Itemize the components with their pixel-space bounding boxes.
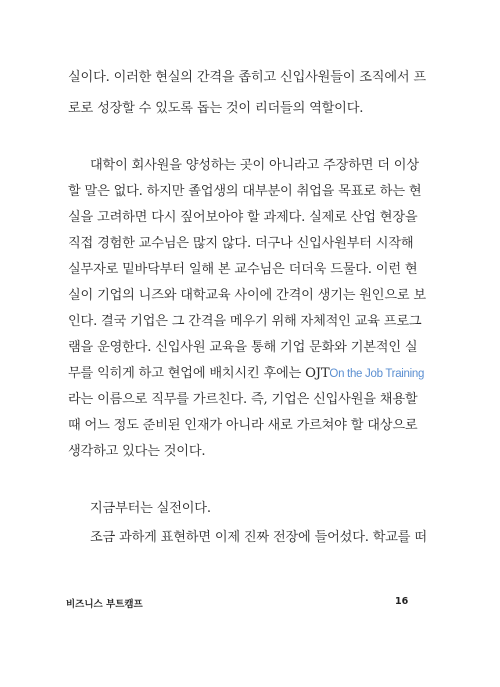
- footer-book-title: 비즈니스 부트캠프: [66, 599, 143, 610]
- footer-page-number: 16: [395, 596, 409, 607]
- text-line: 대학이 회사원을 양성하는 곳이 아니라고 주장하면 더 이상: [90, 158, 419, 173]
- text-line: 실이 기업의 니즈와 대학교육 사이에 간격이 생기는 원인으로 보: [68, 288, 426, 303]
- text-line: 실이다. 이러한 현실의 간격을 좁히고 신입사원들이 조직에서 프: [68, 70, 426, 85]
- text-line: 할 말은 없다. 하지만 졸업생의 대부분이 취업을 목표로 하는 현: [68, 184, 422, 199]
- text-line: 라는 이름으로 직무를 가르친다. 즉, 기업은 신입사원을 채용할: [68, 392, 418, 407]
- text-line: 로로 성장할 수 있도록 돕는 것이 리더들의 역할이다.: [68, 101, 364, 116]
- text-line: 지금부터는 실전이다.: [90, 501, 211, 516]
- ojt-expansion: On the Job Training: [329, 368, 425, 380]
- text-line: 조금 과하게 표현하면 이제 진짜 전장에 들어섰다. 학교를 떠: [90, 530, 427, 545]
- text-line: 때 어느 정도 준비된 인재가 아니라 새로 가르쳐야 할 대상으로: [68, 418, 418, 433]
- text-line: 램을 운영한다. 신입사원 교육을 통해 기업 문화와 기본적인 실: [68, 340, 418, 355]
- text-line-main: 무를 익히게 하고 현업에 배치시킨 후에는 OJT: [68, 366, 330, 381]
- text-line: 인다. 결국 기업은 그 간격을 메우기 위해 자체적인 교육 프로그: [68, 314, 422, 329]
- text-line: 실무자로 밑바닥부터 일해 본 교수님은 더더욱 드물다. 이런 현: [68, 262, 418, 277]
- text-line: 생각하고 있다는 것이다.: [68, 444, 206, 459]
- text-line: [68, 362, 424, 381]
- text-line: 직접 경험한 교수님은 많지 않다. 더구나 신입사원부터 시작해: [68, 236, 414, 251]
- text-line: 실을 고려하면 다시 짚어보아야 할 과제다. 실제로 산업 현장을: [68, 210, 418, 225]
